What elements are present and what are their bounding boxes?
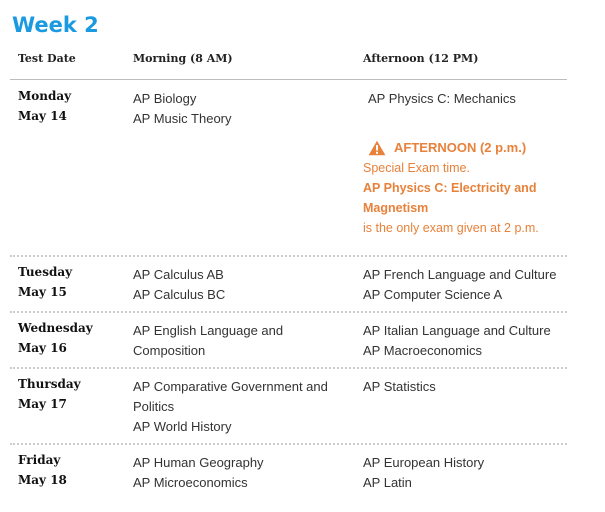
exam-item: AP Biology (133, 91, 197, 106)
exam-item: AP Italian Language and Culture (363, 323, 551, 338)
afternoon-exams (363, 265, 578, 305)
header-test-date: Test Date (18, 52, 76, 65)
notice-heading: AFTERNOON (2 p.m.) (394, 140, 527, 155)
row-day-label (18, 86, 71, 126)
special-exam-notice (363, 138, 578, 238)
exam-item: AP Computer Science A (363, 287, 503, 302)
exam-item: AP French Language and Culture (363, 267, 557, 282)
day-name: Wednesday (18, 321, 93, 335)
page-title: Week 2 (12, 13, 99, 37)
exam-item: AP Calculus BC (133, 287, 226, 302)
notice-text: Special Exam time. (363, 161, 470, 175)
day-name: Tuesday (18, 265, 73, 279)
header-morning: Morning (8 AM) (133, 52, 233, 65)
notice-text: is the only exam given at 2 p.m. (363, 221, 539, 235)
exam-item: AP Latin (363, 475, 412, 490)
row-day-label (18, 374, 81, 414)
exam-item: AP Microeconomics (133, 475, 248, 490)
exam-item: AP Macroeconomics (363, 343, 482, 358)
notice-exam-name: AP Physics C: Electricity and (363, 181, 537, 195)
row-divider (10, 311, 567, 313)
exam-item: Politics (133, 399, 175, 414)
warning-icon (368, 140, 386, 156)
exam-item: AP Music Theory (133, 111, 232, 126)
exam-item: AP Calculus AB (133, 267, 224, 282)
notice-heading-row (363, 138, 578, 158)
row-divider (10, 443, 567, 445)
morning-exams (133, 453, 358, 493)
header-afternoon: Afternoon (12 PM) (363, 52, 479, 65)
notice-exam-name-cont: Magnetism (363, 201, 429, 215)
row-day-label (18, 318, 93, 358)
afternoon-exams (368, 89, 583, 109)
afternoon-exams (363, 321, 578, 361)
day-date: May 17 (18, 397, 67, 411)
afternoon-exams (363, 453, 578, 493)
exam-item: AP European History (363, 455, 485, 470)
exam-item: AP English Language and (133, 323, 284, 338)
morning-exams (133, 265, 358, 305)
header-divider (10, 79, 567, 80)
row-day-label (18, 450, 67, 490)
day-date: May 16 (18, 341, 67, 355)
day-date: May 18 (18, 473, 67, 487)
exam-item: AP Physics C: Mechanics (368, 91, 516, 106)
day-date: May 15 (18, 285, 67, 299)
row-divider (10, 367, 567, 369)
exam-item: AP World History (133, 419, 232, 434)
day-name: Thursday (18, 377, 81, 391)
day-date: May 14 (18, 109, 67, 123)
morning-exams (133, 89, 358, 129)
exam-item: AP Statistics (363, 379, 436, 394)
row-divider (10, 255, 567, 257)
exam-item: Composition (133, 343, 206, 358)
day-name: Friday (18, 453, 61, 467)
morning-exams (133, 377, 358, 437)
row-day-label (18, 262, 72, 302)
afternoon-exams (363, 377, 578, 397)
exam-item: AP Human Geography (133, 455, 264, 470)
exam-item: AP Comparative Government and (133, 379, 328, 394)
morning-exams (133, 321, 358, 361)
day-name: Monday (18, 89, 72, 103)
